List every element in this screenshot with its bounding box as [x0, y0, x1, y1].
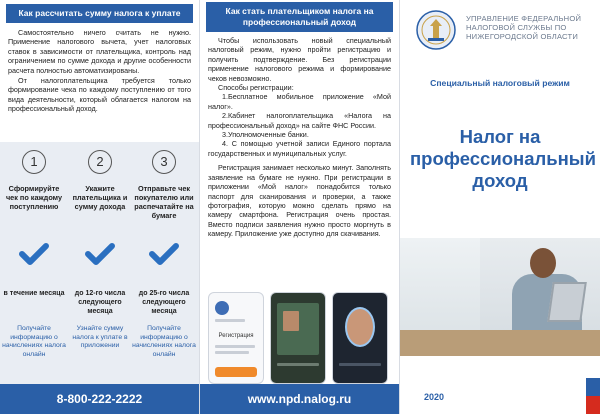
text-line [215, 351, 249, 354]
panel2-header: Как стать плательщиком налога на профессиональный доход [206, 2, 393, 32]
panel1-header: Как рассчитать сумму налога к уплате [6, 4, 193, 23]
step-number: 1 [22, 150, 46, 174]
checkmark-icon [85, 242, 115, 266]
phone-title: Регистрация [218, 333, 254, 339]
panel1-paragraph-1: Самостоятельно ничего считать не нужно. Применение налогового вычета, учет налоговых ставок в зависимости от плательщика, контроль над ограничением по сумме дохода и другие особенности расчета полностью автоматизированы. От налогоплательщика требуется только формирование чека по каждому поступлению от того вида деятельности, который облагается налогом на профессиональный доход. [8, 28, 191, 114]
step-title: Сформируйте чек по каждому поступлению [5, 184, 63, 211]
photo-table [400, 330, 600, 356]
checkmark-icon [19, 242, 49, 266]
way-item: 3.Уполномоченные банки. [222, 130, 309, 140]
website-link[interactable]: www.npd.nalog.ru [200, 384, 399, 414]
photo-person-head [530, 248, 556, 278]
passport-icon [277, 303, 319, 355]
laptop-icon [547, 282, 587, 322]
organization-name: УПРАВЛЕНИЕ ФЕДЕРАЛЬНОЙ НАЛОГОВОЙ СЛУЖБЫ ПО НИЖЕГОРОДСКОЙ ОБЛАСТИ [466, 14, 582, 42]
step-deadline: до 25-го числа следующего месяца [138, 290, 190, 315]
panel2-body [208, 36, 391, 239]
cover-photo [400, 238, 600, 356]
step-3 [132, 150, 196, 359]
app-screenshots [208, 292, 391, 384]
way-item: 1.Бесплатное мобильное приложение «Мой налог». [208, 92, 391, 111]
text-line [215, 345, 255, 348]
way-item: 4. С помощью учетной записи Единого портала государственных и муниципальных услуг. [208, 139, 391, 158]
step-deadline: до 12-го числа следующего месяца [74, 290, 126, 315]
phone-screen-selfie [332, 292, 388, 384]
panel-registration [200, 0, 400, 414]
fns-emblem-icon [416, 10, 456, 50]
checkmark-icon [149, 242, 179, 266]
step-number: 3 [152, 150, 176, 174]
text-line [277, 363, 319, 366]
phone-screen-passport-scan [270, 292, 326, 384]
text-line [215, 319, 245, 322]
hotline-phone[interactable]: 8-800-222-2222 [0, 384, 199, 414]
russian-flag-icon [586, 360, 600, 414]
subtitle: Специальный налоговый режим [430, 78, 570, 88]
step-title: Отправьте чек покупателю или распечатайте на бумаге [134, 184, 194, 220]
cover-title: Налог на профессиональный доход [410, 126, 596, 191]
panel-cover [400, 0, 600, 414]
text-line [339, 363, 381, 366]
ways-title: Способы регистрации: [218, 83, 294, 93]
step-info: Получайте информацию о начислениях налога онлайн [2, 325, 66, 358]
step-1 [2, 150, 66, 359]
panel-tax-calculation [0, 0, 200, 414]
register-button [215, 367, 257, 377]
phone-screen-registration [208, 292, 264, 384]
step-info: Получайте информацию о начислениях налога онлайн [132, 325, 196, 358]
step-info: Узнайте сумму налога к уплате в приложении [72, 325, 128, 350]
panel2-paragraph-2: Регистрация занимает несколько минут. Заполнять заявление на бумаге не нужно. При регистрации в приложении «Мой налог» понадобится только паспорт для сканирования и проверки, а также фотография, которую можно сделать прямо на камеру смартфона. Регистрация очень простая. Вместо подписи заявления нужно просто моргнуть в камеру. Приложение уже доступно для скачивания. [208, 163, 391, 239]
step-2 [68, 150, 132, 351]
step-title: Укажите плательщика и сумму дохода [72, 184, 128, 211]
step-number: 2 [88, 150, 112, 174]
panel2-intro: Чтобы использовать новый специальный налоговый режим, нужно пройти регистрацию и получить подтверждение. Без регистрации применение налогового режима и формирование чеков невозможно. [208, 36, 391, 83]
way-item: 2.Кабинет налогоплательщика «Налога на профессиональный доход» на сайте ФНС России. [208, 111, 391, 130]
year-label: 2020 [424, 392, 445, 402]
step-deadline: в течение месяца [3, 290, 65, 297]
passport-photo [283, 311, 299, 331]
app-logo-icon [215, 301, 229, 315]
face-scan-icon [345, 307, 375, 347]
